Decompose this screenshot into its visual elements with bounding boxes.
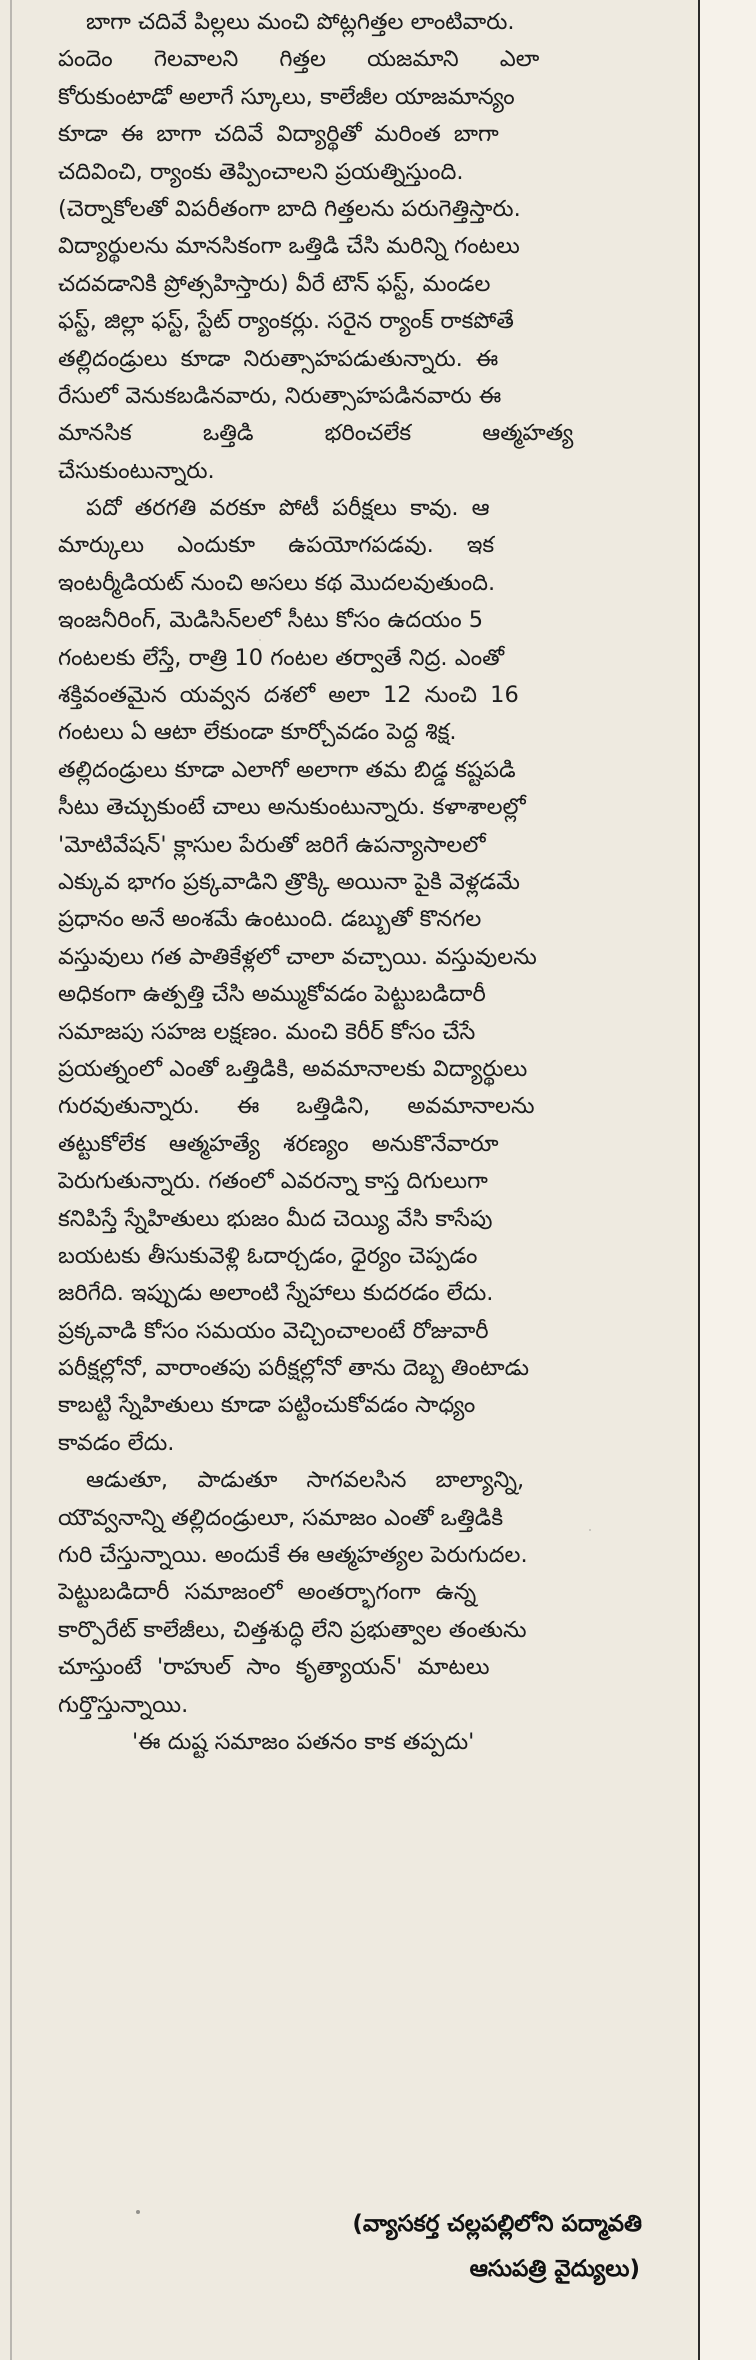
article-line: ప్రధానం అనే అంశమే ఉంటుంది. డబ్బుతో కొనగల xyxy=(58,906,482,933)
article-line: బయటకు తీసుకువెళ్లి ఓదార్చడం, ధైర్యం చెప్పడం xyxy=(58,1242,478,1269)
article-line: కోరుకుంటాడో అలాగే స్కూలు, కాలేజీల యాజమాన్యం xyxy=(58,83,515,110)
article-line: కాబట్టి స్నేహితులు కూడా పట్టించుకోవడం సాధ్యం xyxy=(58,1392,476,1419)
article-line: సమాజపు సహజ లక్షణం. మంచి కెరీర్ కోసం చేసే xyxy=(58,1018,476,1045)
author-byline-continued: ఆసుపత్రి వైద్యులు) xyxy=(469,2256,640,2282)
article-line: కావడం లేదు. xyxy=(58,1429,175,1456)
article-line: గుర్తొస్తున్నాయి. xyxy=(58,1691,189,1718)
article-body xyxy=(58,4,686,1761)
article-line: ఆడుతూ, పాడుతూ సాగవలసిన బాల్యాన్ని, xyxy=(86,1467,525,1494)
article-line: ఇంజనీరింగ్, మెడిసిన్‌లలో సీటు కోసం ఉదయం 5 xyxy=(58,607,484,634)
article-line: గురి చేస్తున్నాయి. అందుకే ఈ ఆత్మహత్యల పెరుగుదల. xyxy=(58,1542,528,1569)
article-line: పరీక్షల్లోనో, వారాంతపు పరీక్షల్లోనో తాను దెబ్బ తింటాడు xyxy=(58,1355,530,1382)
article-line: తట్టుకోలేక ఆత్మహత్యే శరణ్యం అనుకొనేవారూ xyxy=(58,1130,499,1157)
article-line: చేసుకుంటున్నారు. xyxy=(58,457,215,484)
article-line: కూడా ఈ బాగా చదివే విద్యార్థితో మరింత బాగా xyxy=(58,121,499,148)
article-line: తల్లిదండ్రులు కూడా నిరుత్సాహపడుతున్నారు. ఈ xyxy=(58,345,499,372)
article-line: ప్రక్కవాడి కోసం సమయం వెచ్చించాలంటే రోజువారీ xyxy=(58,1317,489,1344)
article-line: రేసులో వెనుకబడినవారు, నిరుత్సాహపడినవారు ఈ xyxy=(58,382,502,409)
author-byline: (వ్యాసకర్త చల్లపల్లిలోని పద్మావతి xyxy=(352,2211,642,2237)
article-line: తల్లిదండ్రులు కూడా ఎలాగో అలాగా తమ బిడ్డ కష్టపడి xyxy=(58,756,516,783)
article-line: గంటలకు లేస్తే, రాత్రి 10 గంటల తర్వాతే నిద్ర. ఎంతో xyxy=(58,644,505,671)
article-line: బాగా చదివే పిల్లలు మంచి పోట్లగిత్తల లాంటివారు. xyxy=(86,9,515,35)
article-line: గురవుతున్నారు. ఈ ఒత్తిడిని, అవమానాలను xyxy=(58,1093,535,1120)
article-line: శక్తివంతమైన యవ్వన దశలో అలా 12 నుంచి 16 xyxy=(58,682,519,709)
article-line: చదివించి, ర్యాంకు తెప్పించాలని ప్రయత్నిస్తుంది. xyxy=(58,158,464,185)
article-line: పెట్టుబడిదారీ సమాజంలో అంతర్భాగంగా ఉన్న xyxy=(58,1579,477,1606)
article-line: పదో తరగతి వరకూ పోటీ పరీక్షలు కావు. ఆ xyxy=(86,495,490,522)
article-line: ఎక్కువ భాగం ప్రక్కవాడిని త్రొక్కి అయినా పైకి వెళ్లడమే xyxy=(58,868,520,895)
article-line: చూస్తుంటే 'రాహుల్ సాం కృత్యాయన్' మాటలు xyxy=(58,1654,490,1681)
article-line: మానసిక ఒత్తిడి భరించలేక ఆత్మహత్య xyxy=(58,420,574,447)
article-line: ఫస్ట్, జిల్లా ఫస్ట్, స్టేట్ ర్యాంకర్లు. సరైన ర్యాంక్ రాకపోతే xyxy=(58,308,514,335)
column-rule xyxy=(10,0,12,2360)
article-line: పందెం గెలవాలని గిత్తల యజమాని ఎలా xyxy=(58,46,540,73)
article-quote: 'ఈ దుష్ట సమాజం పతనం కాక తప్పదు' xyxy=(132,1728,475,1755)
article-line: 'మోటివేషన్' క్లాసుల పేరుతో జరిగే ఉపన్యాసాలలో xyxy=(58,831,486,858)
article-line: జరిగేది. ఇప్పుడు అలాంటి స్నేహాలు కుదరడం లేదు. xyxy=(58,1280,494,1307)
article-line: కనిపిస్తే స్నేహితులు భుజం మీద చెయ్యి వేసి కాసేపు xyxy=(58,1205,493,1232)
article-line: (చెర్నాకోలతో విపరీతంగా బాది గిత్తలను పరుగెత్తిస్తారు. xyxy=(58,195,521,222)
article-line: విద్యార్థులను మానసికంగా ఒత్తిడి చేసి మరిన్ని గంటలు xyxy=(58,233,520,260)
article-line: సీటు తెచ్చుకుంటే చాలు అనుకుంటున్నారు. కళాశాలల్లో xyxy=(58,794,526,821)
article-line: గంటలు ఏ ఆటా లేకుండా కూర్చోవడం పెద్ద శిక్ష. xyxy=(58,719,457,746)
article-line: యౌవ్వనాన్ని తల్లిదండ్రులూ, సమాజం ఎంతో ఒత్తిడికి xyxy=(58,1504,504,1531)
article-line: కార్పొరేట్ కాలేజీలు, చిత్తశుద్ధి లేని ప్రభుత్వాల తంతును xyxy=(58,1616,527,1643)
article-line: ఇంటర్మీడియట్ నుంచి అసలు కథ మొదలవుతుంది. xyxy=(58,569,496,596)
article-line: పెరుగుతున్నారు. గతంలో ఎవరన్నా కాస్త దిగులుగా xyxy=(58,1168,488,1195)
article-line: ప్రయత్నంలో ఎంతో ఒత్తిడికి, అవమానాలకు విద్యార్థులు xyxy=(58,1055,528,1082)
article-line: మార్కులు ఎందుకూ ఉపయోగపడవు. ఇక xyxy=(58,532,495,559)
article-line: వస్తువులు గత పాతికేళ్లలో చాలా వచ్చాయి. వస్తువులను xyxy=(58,943,537,970)
article-line: చదవడానికి ప్రోత్సహిస్తారు) వీరే టౌన్ ఫస్ట్, మండల xyxy=(58,270,491,297)
article-line: అధికంగా ఉత్పత్తి చేసి అమ్ముకోవడం పెట్టుబడిదారీ xyxy=(58,981,486,1008)
